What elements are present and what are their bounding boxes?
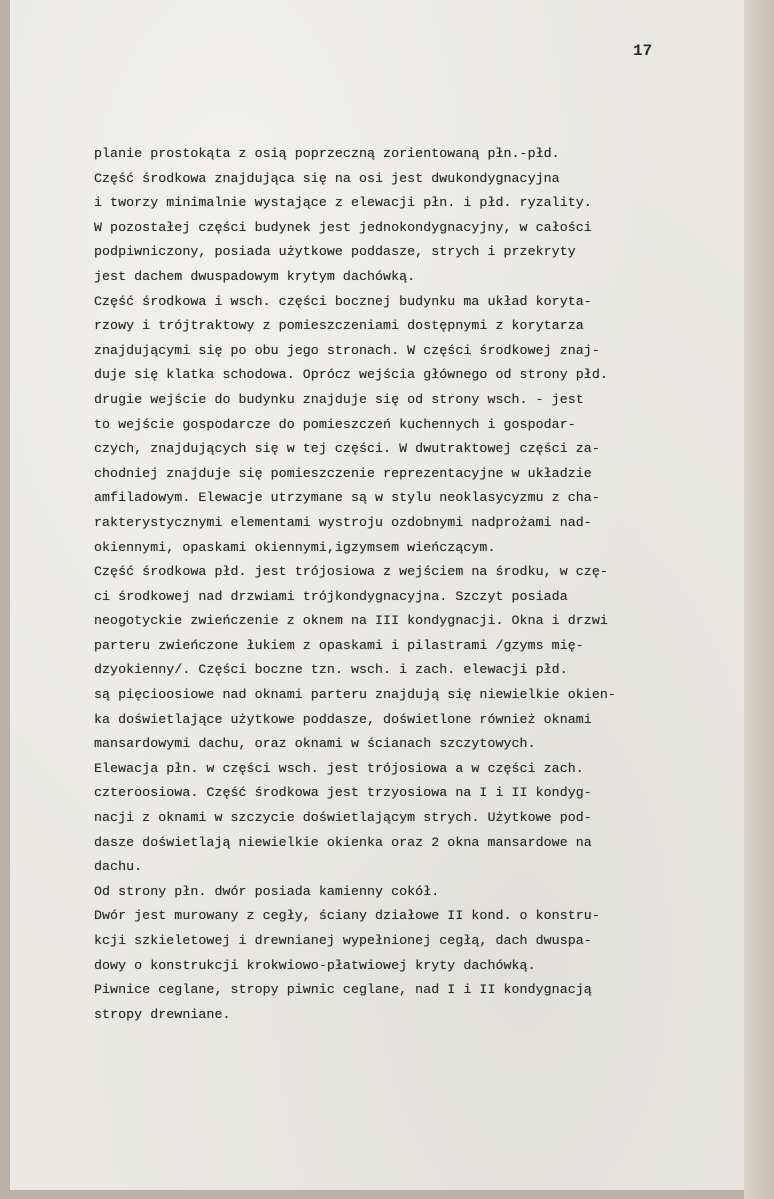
text-line: to wejście gospodarcze do pomieszczeń kuchennych i gospodar- — [94, 416, 576, 432]
text-line: podpiwniczony, posiada użytkowe poddasze, strych i przekryty — [94, 244, 576, 260]
text-line: Część środkowa płd. jest trójosiowa z wejściem na środku, w czę- — [94, 564, 608, 580]
text-line: czych, znajdujących się w tej części. W dwutraktowej części za- — [94, 441, 600, 457]
text-line: rzowy i trójtraktowy z pomieszczeniami dostępnymi z korytarza — [94, 318, 584, 334]
text-line: Od strony płn. dwór posiada kamienny cokół. — [94, 883, 440, 899]
text-line: kcji szkieletowej i drewnianej wypełnionej cegłą, dach dwuspa- — [94, 933, 592, 948]
text-line: znajdującymi się po obu jego stronach. W części środkowej znaj- — [94, 342, 600, 358]
text-line: neogotyckie zwieńczenie z oknem na III kondygnacji. Okna i drzwi — [94, 613, 608, 629]
text-line: amfiladowym. Elewacje utrzymane są w stylu neoklasycyzmu z cha- — [94, 490, 600, 506]
text-line: W pozostałej części budynek jest jednokondygnacyjny, w całości — [94, 219, 592, 235]
text-line: są pięcioosiowe nad oknami parteru znajdują się niewielkie okien- — [94, 687, 616, 703]
text-line: planie prostokąta z osią poprzeczną zorientowaną płn.-płd. — [94, 146, 560, 161]
text-line: dachu. — [94, 859, 143, 875]
text-line: duje się klatka schodowa. Oprócz wejścia głównego od strony płd. — [94, 367, 608, 383]
text-line: dzyokienny/. Części boczne tzn. wsch. i zach. elewacji płd. — [94, 662, 568, 678]
page-number: 17 — [633, 42, 653, 60]
text-line: Dwór jest murowany z cegły, ściany działowe II kond. o konstru- — [94, 908, 600, 924]
text-line: stropy drewniane. — [94, 1006, 231, 1022]
body-text — [94, 142, 774, 1027]
text-line: i tworzy minimalnie wystające z elewacji płn. i płd. ryzality. — [94, 195, 592, 211]
text-line: jest dachem dwuspadowym krytym dachówką. — [94, 268, 416, 284]
text-line: parteru zwieńczone łukiem z opaskami i pilastrami /gzyms mię- — [94, 637, 584, 653]
text-line: Część środkowa i wsch. części bocznej budynku ma układ koryta- — [94, 293, 592, 309]
text-line: okiennymi, opaskami okiennymi,igzymsem wieńczącym. — [94, 539, 496, 555]
text-line: Piwnice ceglane, stropy piwnic ceglane, nad I i II kondygnacją — [94, 982, 592, 998]
text-line: chodniej znajduje się pomieszczenie reprezentacyjne w układzie — [94, 465, 592, 481]
text-line: nacji z oknami w szczycie doświetlającym strych. Użytkowe pod- — [94, 810, 592, 826]
text-line: mansardowymi dachu, oraz oknami w ścianach szczytowych. — [94, 736, 536, 752]
text-line: ci środkowej nad drzwiami trójkondygnacyjna. Szczyt posiada — [94, 588, 568, 604]
text-line: drugie wejście do budynku znajduje się od strony wsch. - jest — [94, 391, 584, 407]
text-line: dasze doświetlają niewielkie okienka oraz 2 okna mansardowe na — [94, 834, 592, 850]
text-line: rakterystycznymi elementami wystroju ozdobnymi nadprożami nad- — [94, 514, 592, 530]
text-line: Część środkowa znajdująca się na osi jest dwukondygnacyjna — [94, 170, 560, 186]
text-line: dowy o konstrukcji krokwiowo-płatwiowej kryty dachówką. — [94, 957, 536, 973]
text-line: czteroosiowa. Część środkowa jest trzyosiowa na I i II kondyg- — [94, 785, 592, 801]
text-line: ka doświetlające użytkowe poddasze, doświetlone również oknami — [94, 711, 592, 727]
text-line: Elewacja płn. w części wsch. jest trójosiowa a w części zach. — [94, 760, 584, 776]
